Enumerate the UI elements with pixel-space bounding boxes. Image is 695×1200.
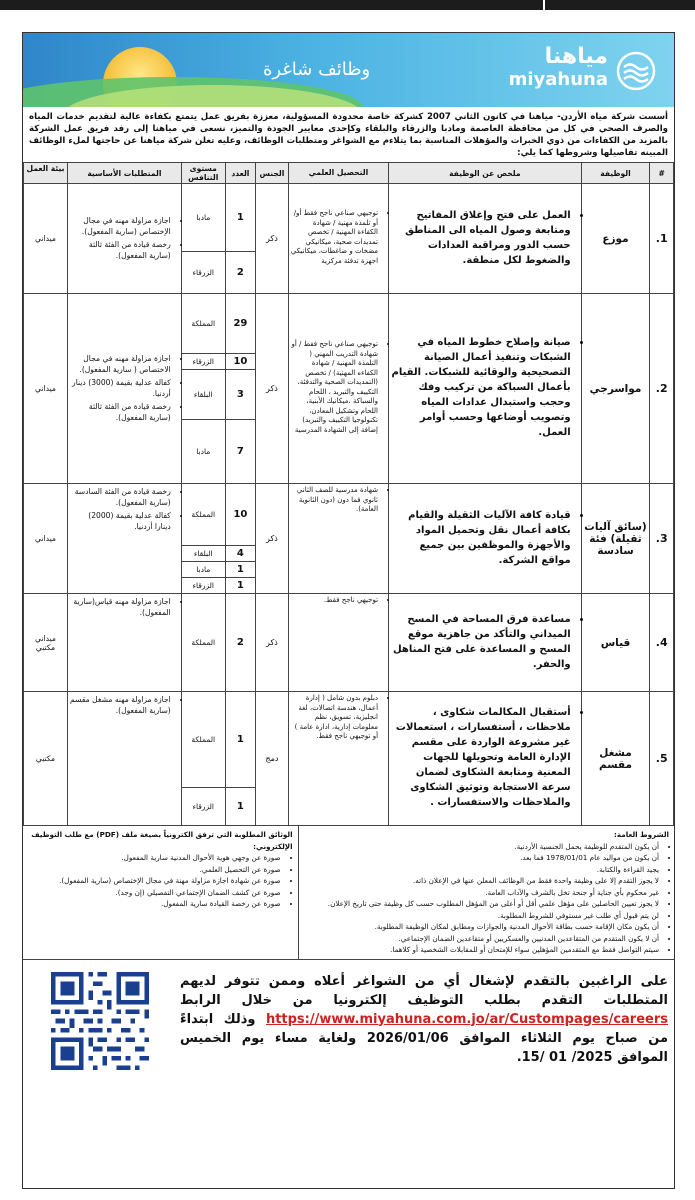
job-requirements: [68, 484, 182, 594]
header-banner: [23, 33, 674, 107]
conditions-and-documents: [23, 826, 674, 960]
job-number: 1.: [650, 184, 674, 294]
job-summary: [389, 594, 582, 692]
job-environment: ميداني مكتبي: [24, 594, 68, 692]
requirement-item: • اجازة مزاولة مهنه قياس(سارية المفعول).: [70, 596, 171, 618]
job-location: مادبا: [181, 562, 225, 578]
job-location: الزرقاء: [181, 578, 225, 594]
table-row: [24, 594, 674, 692]
job-gender: ذكر: [256, 484, 289, 594]
job-summary-text: • العمل على فتح وإغلاق المفاتيح ومتابعة وصول المياه الى المناطق حسب الدور ومراقبة العدادات والضغوط لكل منطقة.: [391, 208, 571, 268]
apply-instructions: [180, 972, 668, 1067]
job-location: البلقاء: [181, 546, 225, 562]
header-requirements: المتطلبات الأساسية: [68, 163, 182, 184]
job-education-text: • دبلوم بدون شامل ( إدارة أعمال، هندسة اتصالات، لغة انجليزية، تسويق، نظم معلومات إدارية، ادارة عامة ) أو توجيهي ناجح فقط.: [291, 694, 378, 742]
document-item: • صورة عن التحصيل العلمي.: [28, 864, 281, 876]
job-location: الزرقاء: [181, 252, 225, 294]
header-num: #: [650, 163, 674, 184]
requirement-item: • رخصة قيادة من الفئة السادسة (سارية المفعول).: [70, 486, 171, 508]
company-logo: [509, 45, 652, 91]
logo-arabic-name: مياهنا: [544, 44, 608, 69]
table-row: [24, 294, 674, 354]
header-count: العدد: [225, 163, 255, 184]
job-summary: [389, 692, 582, 826]
top-edge-notch: [543, 0, 545, 10]
job-number: 2.: [650, 294, 674, 484]
condition-item: • سيتم التواصل فقط مع المتقدمين المؤهلين سواء للإمتحان أو للمقابلات الشخصية أو كلاهما.: [304, 944, 659, 956]
requirement-item: • رخصة قيادة من الفئة ثالثة (سارية المفعول).: [70, 239, 171, 261]
job-count: 3: [225, 370, 255, 420]
job-count: 29: [225, 294, 255, 354]
job-education-text: • توجيهي صناعي ناجح فقط / أو شهادة التدريب المهني ( التلمذة المهنية / شهادة الكفاءه المهنية) / تخصص (التمديدات الصحية والتدفئة، التكييف والتبريد ، اللحام والسباكة ،ميكانيك الأبنية، اللحام وتشكيل المعادن، تكنولوجيا التكييف والتبريد) إضافة إلى الشهادة المدرسية: [291, 340, 378, 435]
requirement-item: • رخصة قيادة من الفئة ثالثة (سارية المفعول).: [70, 401, 171, 423]
job-title: (سائق آليات ثقيلة) فئة سادسة: [581, 484, 650, 594]
job-location: المملكة: [181, 594, 225, 692]
job-location: مادبا: [181, 184, 225, 252]
job-location: المملكة: [181, 692, 225, 788]
condition-item: • أن يكون المتقدم للوظيفة يحمل الجنسية الأردنية.: [304, 841, 659, 853]
condition-item: • لا يجوز تعيين الحاصلين على مؤهل علمي أقل أو أعلى من المؤهل المطلوب حسب كل وظيفة حتى تاريخ الإعلان.: [304, 898, 659, 910]
documents-title: الوثائق المطلوبة التي ترفق الكترونياً بصيغة ملف (PDF) مع طلب التوظيف الإلكتروني:: [31, 830, 293, 851]
job-gender: ذكر: [256, 184, 289, 294]
required-documents: [23, 826, 298, 959]
job-requirements: [68, 294, 182, 484]
job-number: 4.: [650, 594, 674, 692]
apply-section: [23, 960, 674, 1095]
job-number: 3.: [650, 484, 674, 594]
job-education-text: • توجيهي ناجح فقط.: [291, 596, 378, 606]
job-advertisement: [22, 32, 675, 1189]
job-gender: ذكر: [256, 594, 289, 692]
job-education: [288, 692, 388, 826]
job-count: 2: [225, 594, 255, 692]
job-location: الزرقاء: [181, 354, 225, 370]
banner-tagline: وظائف شاغرة: [263, 59, 371, 80]
water-drop-logo-icon: [616, 51, 656, 91]
job-location: البلقاء: [181, 370, 225, 420]
job-count: 4: [225, 546, 255, 562]
general-conditions: [298, 826, 674, 959]
job-title: مواسرجي: [581, 294, 650, 484]
job-title: قياس: [581, 594, 650, 692]
requirement-item: • اجازة مزاولة مهنه مشغل مقسم (سارية المفعول).: [70, 694, 171, 716]
job-count: 1: [225, 562, 255, 578]
job-location: المملكة: [181, 294, 225, 354]
condition-item: • يجيد القراءة والكتابة.: [304, 864, 659, 876]
header-summary: ملخص عن الوظيفة: [389, 163, 582, 184]
job-summary: [389, 294, 582, 484]
job-summary-text: • قيادة كافة الآليات الثقيلة والقيام بكافة أعمال نقل وتحميل المواد والأجهزة والموظفين بين جميع مواقع الشركة.: [391, 508, 571, 568]
job-location: مادبا: [181, 420, 225, 484]
job-title: مشغل مقسم: [581, 692, 650, 826]
requirement-item: • اجازة مزاولة مهنه في مجال الاختصاص ( سارية المفعول).: [70, 353, 171, 375]
job-number: 5.: [650, 692, 674, 826]
document-item: • صورة عن كشف الضمان الإجتماعي التفصيلي (إن وجد).: [28, 887, 281, 899]
careers-link[interactable]: https://www.miyahuna.com.jo/ar/Custompages/careers: [265, 1011, 668, 1027]
job-requirements: [68, 692, 182, 826]
qr-code-icon[interactable]: [51, 972, 149, 1070]
job-environment: ميداني: [24, 294, 68, 484]
condition-item: • لا يجوز التقدم إلا على وظيفة واحدة فقط من الوظائف المعلن عنها في الإعلان ذاته.: [304, 875, 659, 887]
job-count: 7: [225, 420, 255, 484]
job-requirements: [68, 594, 182, 692]
job-environment: ميداني: [24, 184, 68, 294]
job-count: 10: [225, 484, 255, 546]
jobs-table: [23, 162, 674, 826]
job-location: المملكة: [181, 484, 225, 546]
job-summary-text: • مساعدة فرق المساحة في المسح الميداني والتأكد من جاهزية موقع المسح و المساعدة على فتح المناهل والحفر.: [391, 612, 571, 672]
job-count: 1: [225, 692, 255, 788]
condition-item: • أن يكون من مواليد عام 1978/01/01 فما بعد.: [304, 852, 659, 864]
condition-item: • غير محكوم بأي جناية أو جنحة تخل بالشرف والآداب العامة.: [304, 887, 659, 899]
document-item: • صورة عن وجهي هوية الأحوال المدنية سارية المفعول.: [28, 852, 281, 864]
job-gender: دمج: [256, 692, 289, 826]
job-education: [288, 594, 388, 692]
job-title: موزع: [581, 184, 650, 294]
table-row: [24, 692, 674, 788]
condition-item: • أن يكون مكان الإقامة حسب بطاقة الأحوال المدنية والجوازات ومطابق لمكان الوظيفة المطلوبة.: [304, 921, 659, 933]
intro-paragraph: أسست شركة مياه الأردن- مياهنا في كانون الثاني 2007 كشركة خاصة محدودة المسؤولية، معززة بفريق عمل يتمتع بكفاءة عالية لتقديم خدمات المياه والصرف الصحي في كل من محافظة العاصمة ومادبا والزرقاء والبلقاء وكإحدى معايير الجودة والتميز، نسعى في مياهنا إلى رفد فريق عمل الشركة بالمزيد من الكفاءات من ذوي الخبرات والمؤهلات المناسبة بما يتلاءم مع الشواغر ومتطلبات الوظائف، وعليه تعلن شركة مياهنا عن حاجتها لملء الوظائف المبينه تفاصيلها وشروطها كما يلي:: [29, 112, 668, 158]
job-summary-text: • أستقبال المكالمات شكاوى ، ملاحظات ، أستفسارات ، استعمالات غير مشروعة الواردة على مقسم الإدارة العامة وتحويلها للجهات المعنية ومتابعة الشكاوى لضمان سرعة الاستجابة وتوثيق الشكاوى والملاحظات والاستفسارات .: [391, 705, 571, 810]
header-location: مستوى التنافس: [181, 163, 225, 184]
header-title: الوظيفة: [581, 163, 650, 184]
job-count: 1: [225, 578, 255, 594]
job-count: 10: [225, 354, 255, 370]
logo-english-name: miyahuna: [508, 69, 608, 90]
job-location: الزرقاء: [181, 788, 225, 826]
job-count: 1: [225, 184, 255, 252]
table-row: [24, 184, 674, 252]
condition-item: • لن يتم قبول أي طلب غير مستوفي للشروط المطلوبة.: [304, 910, 659, 922]
job-requirements: [68, 184, 182, 294]
condition-item: • أن لا يكون المتقدم من المتقاعدين المدنيين والعسكريين أو متقاعدين الضمان الإجتماعي.: [304, 933, 659, 945]
jobs-table-header-row: [24, 163, 674, 184]
document-item: • صورة عن شهادة اجازة مزاولة مهنة في مجال الإختصاص (سارية المفعول).: [28, 875, 281, 887]
requirement-item: • كفالة عدلية بقيمة (3000) دينار أردنيا.: [70, 377, 171, 399]
job-summary-text: • صيانة وإصلاح خطوط المياه في الشبكات وتنفيذ أعمال الصيانة التصحيحية والوقائية للشبكات. القيام بأعمال السباكة من تركيب وفك وحجب واستبدال عدادات المياه وتصويب أوضاعها وحسب أوامر العمل.: [391, 335, 571, 440]
conditions-title: الشروط العامة:: [614, 830, 669, 839]
job-education: [288, 184, 388, 294]
table-row: [24, 484, 674, 546]
requirement-item: • كفالة عدلية بقيمة (2000) دينارا أردنيا.: [70, 510, 171, 532]
top-edge-bar: [0, 0, 695, 10]
document-item: • صورة عن رخصة القيادة سارية المفعول.: [28, 898, 281, 910]
apply-text-after: وذلك ابتداءً من صباح يوم الثلاثاء الموافق 2026/01/06 ولغاية مساء يوم الخميس الموافق 2025/ 01 /15.: [180, 1011, 668, 1065]
header-gender: الجنس: [256, 163, 289, 184]
job-count: 2: [225, 252, 255, 294]
header-environment: بيئة العمل: [24, 163, 68, 184]
requirement-item: • اجازة مزاولة مهنه في مجال الإختصاص (سارية المفعول).: [70, 215, 171, 237]
job-summary: [389, 484, 582, 594]
job-summary: [389, 184, 582, 294]
apply-text-before: على الراغبين بالتقدم لإشغال أي من الشواغر أعلاه وممن تتوفر لديهم المتطلبات التقدم بطلب التوظيف إلكترونيا من خلال الرابط: [180, 973, 668, 1008]
job-environment: مكتبي: [24, 692, 68, 826]
job-count: 1: [225, 788, 255, 826]
job-education-text: • شهادة مدرسية للصف الثاني ثانوي فما دون (دون الثانوية العامة).: [291, 486, 378, 515]
header-education: التحصيل العلمي: [288, 163, 388, 184]
job-environment: ميداني: [24, 484, 68, 594]
job-education: [288, 294, 388, 484]
job-education-text: • توجيهي صناعي ناجح فقط أو/ أو تلمذة مهنية / شهادة الكفاءة المهنية / تخصص تمديدات صحية، ميكانيكي مضخات و ضاغطات، ميكانيكي اجهزة تدفئة مركزية: [291, 209, 378, 266]
job-gender: ذكر: [256, 294, 289, 484]
job-education: [288, 484, 388, 594]
